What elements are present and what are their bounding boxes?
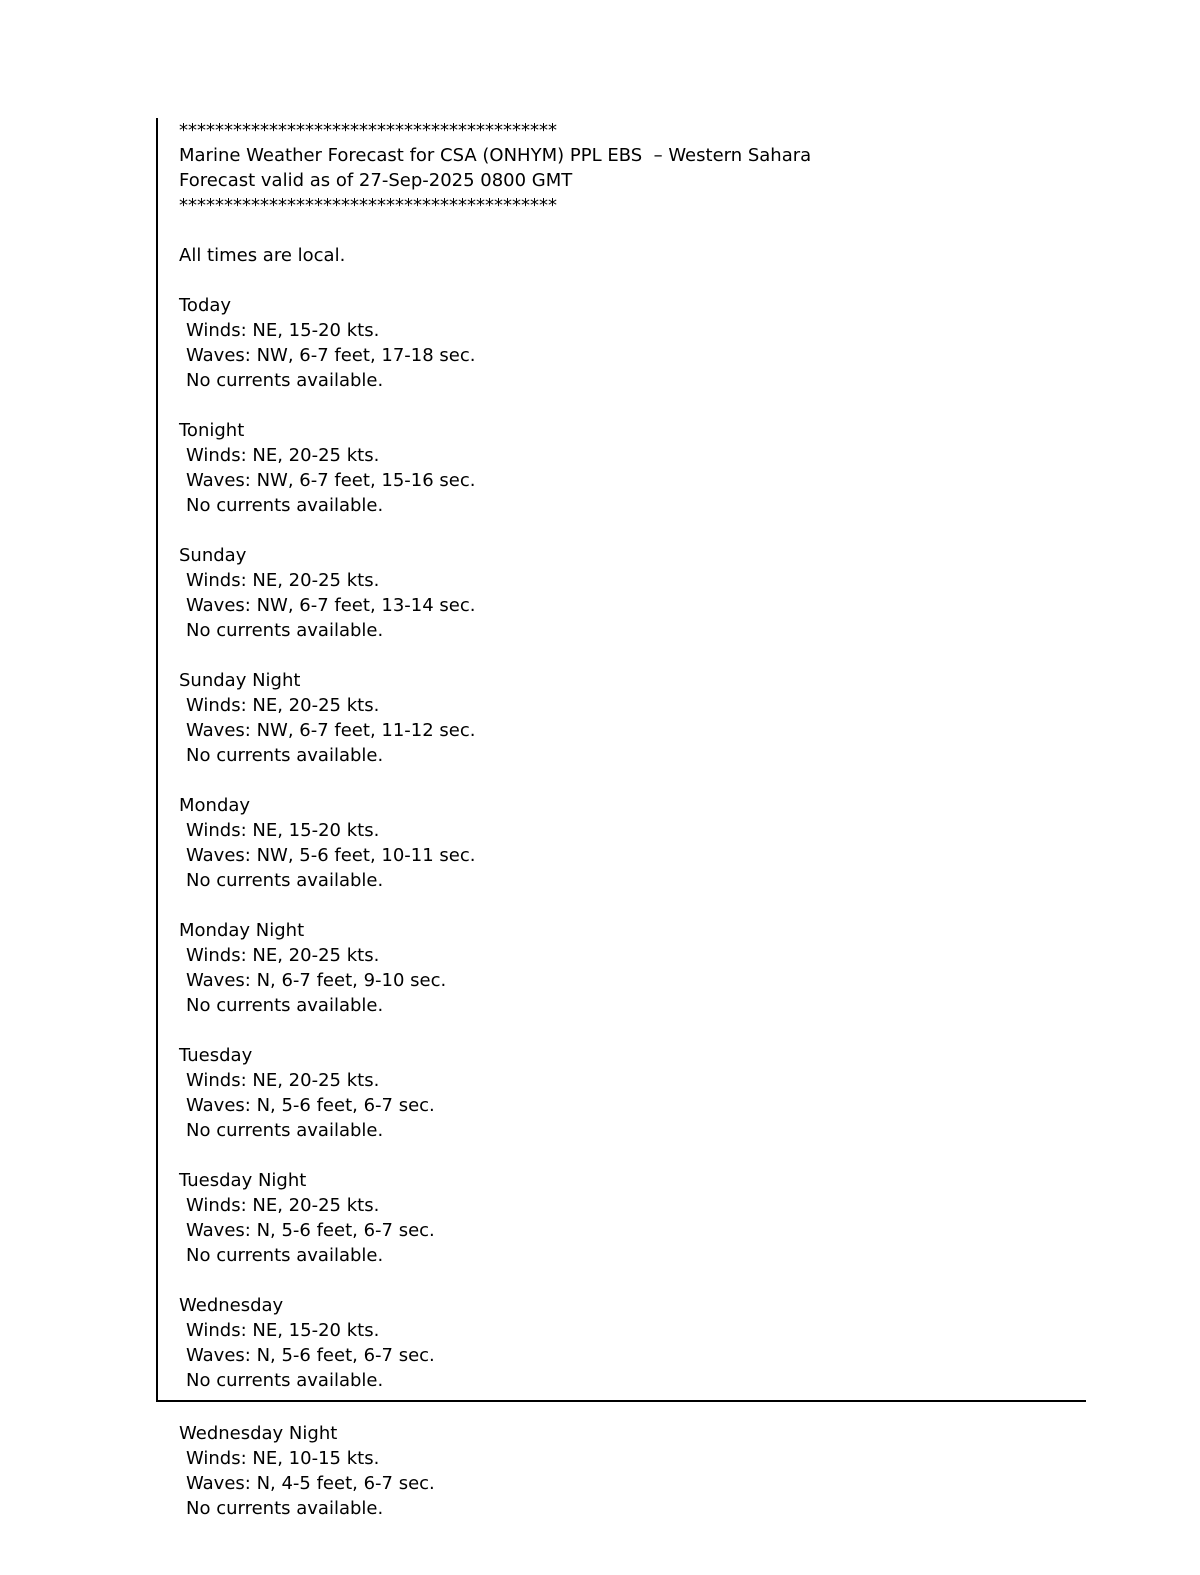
forecast-period: [179, 1043, 1086, 1168]
period-currents: No currents available.: [186, 1498, 384, 1519]
period-winds: Winds: NE, 10-15 kts.: [186, 1448, 380, 1469]
forecast-periods-overflow: [179, 1421, 435, 1521]
blank-line: [179, 893, 1086, 918]
period-name: Monday: [179, 795, 251, 816]
forecast-period: [179, 543, 1086, 668]
divider-line-top: ******************************************: [179, 120, 557, 141]
period-winds: Winds: NE, 20-25 kts.: [186, 945, 380, 966]
blank-line: [179, 1143, 1086, 1168]
period-waves: Waves: N, 5-6 feet, 6-7 sec.: [186, 1095, 435, 1116]
period-name: Wednesday: [179, 1295, 284, 1316]
period-waves: Waves: NW, 5-6 feet, 10-11 sec.: [186, 845, 476, 866]
period-currents: No currents available.: [186, 370, 384, 391]
period-name: Tuesday: [179, 1045, 253, 1066]
blank-line: [179, 1393, 1086, 1418]
period-waves: Waves: N, 5-6 feet, 6-7 sec.: [186, 1220, 435, 1241]
period-name: Sunday Night: [179, 670, 301, 691]
period-winds: Winds: NE, 20-25 kts.: [186, 445, 380, 466]
period-waves: Waves: NW, 6-7 feet, 13-14 sec.: [186, 595, 476, 616]
period-waves: Waves: NW, 6-7 feet, 17-18 sec.: [186, 345, 476, 366]
blank-line: [179, 268, 1086, 293]
blank-line: [179, 643, 1086, 668]
document-title: Marine Weather Forecast for CSA (ONHYM) PPL EBS – Western Sahara: [179, 145, 812, 166]
period-winds: Winds: NE, 20-25 kts.: [186, 695, 380, 716]
forecast-periods: [179, 293, 1086, 1418]
period-currents: No currents available.: [186, 1370, 384, 1391]
period-waves: Waves: NW, 6-7 feet, 15-16 sec.: [186, 470, 476, 491]
period-waves: Waves: N, 5-6 feet, 6-7 sec.: [186, 1345, 435, 1366]
period-name: Wednesday Night: [179, 1423, 338, 1444]
period-currents: No currents available.: [186, 1245, 384, 1266]
forecast-period: [179, 418, 1086, 543]
period-waves: Waves: NW, 6-7 feet, 11-12 sec.: [186, 720, 476, 741]
period-name: Monday Night: [179, 920, 305, 941]
period-currents: No currents available.: [186, 620, 384, 641]
forecast-period: [179, 668, 1086, 793]
period-winds: Winds: NE, 20-25 kts.: [186, 1070, 380, 1091]
times-note: All times are local.: [179, 245, 346, 266]
forecast-period: [179, 793, 1086, 918]
forecast-period: [179, 1293, 1086, 1418]
forecast-period: [179, 918, 1086, 1043]
period-name: Tuesday Night: [179, 1170, 307, 1191]
period-winds: Winds: NE, 15-20 kts.: [186, 1320, 380, 1341]
divider-line-bottom: ******************************************: [179, 195, 557, 216]
period-winds: Winds: NE, 15-20 kts.: [186, 820, 380, 841]
period-winds: Winds: NE, 20-25 kts.: [186, 570, 380, 591]
period-name: Today: [179, 295, 232, 316]
forecast-period: [179, 293, 1086, 418]
period-currents: No currents available.: [186, 995, 384, 1016]
period-currents: No currents available.: [186, 745, 384, 766]
period-currents: No currents available.: [186, 870, 384, 891]
period-winds: Winds: NE, 15-20 kts.: [186, 320, 380, 341]
period-name: Sunday: [179, 545, 247, 566]
forecast-period: [179, 1421, 435, 1521]
blank-line: [179, 1018, 1086, 1043]
period-winds: Winds: NE, 20-25 kts.: [186, 1195, 380, 1216]
blank-line: [179, 218, 1086, 243]
period-waves: Waves: N, 4-5 feet, 6-7 sec.: [186, 1473, 435, 1494]
blank-line: [179, 768, 1086, 793]
forecast-valid-line: Forecast valid as of 27-Sep-2025 0800 GMT: [179, 170, 573, 191]
blank-line: [179, 518, 1086, 543]
blank-line: [179, 1268, 1086, 1293]
page-border-frame: [156, 118, 1086, 1402]
period-waves: Waves: N, 6-7 feet, 9-10 sec.: [186, 970, 447, 991]
period-currents: No currents available.: [186, 495, 384, 516]
period-name: Tonight: [179, 420, 245, 441]
blank-line: [179, 393, 1086, 418]
forecast-period: [179, 1168, 1086, 1293]
period-currents: No currents available.: [186, 1120, 384, 1141]
